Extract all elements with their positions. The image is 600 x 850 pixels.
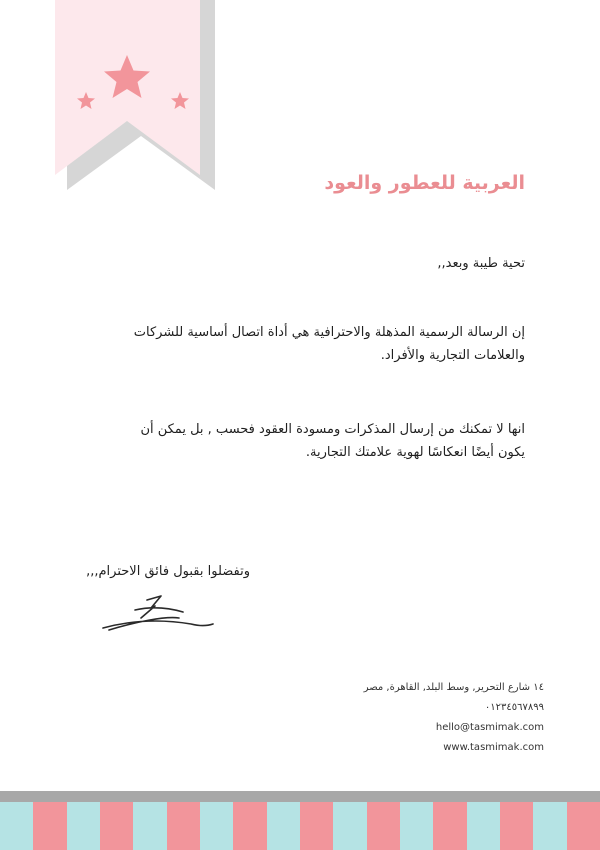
- stripe: [367, 802, 400, 850]
- contact-block: [244, 678, 544, 758]
- stripe: [567, 802, 600, 850]
- paragraph-2-line-1: انها لا تمكنك من إرسال المذكرات ومسودة العقود فحسب , بل يمكن أن: [140, 422, 525, 437]
- stripe: [33, 802, 66, 850]
- stripe: [0, 802, 33, 850]
- stripe: [167, 802, 200, 850]
- signature: [95, 588, 215, 636]
- stripe: [100, 802, 133, 850]
- stripe: [300, 802, 333, 850]
- stripe: [200, 802, 233, 850]
- footer-stripes: [0, 802, 600, 850]
- stripe: [267, 802, 300, 850]
- stripe: [533, 802, 566, 850]
- contact-website[interactable]: www.tasmimak.com: [443, 742, 544, 753]
- paragraph-2-line-2: يكون أيضًا انعكاسًا لهوية علامتك التجارية.: [305, 445, 525, 460]
- stripe: [500, 802, 533, 850]
- letter-greeting: تحية طيبة وبعد,,: [437, 256, 525, 271]
- stripe: [233, 802, 266, 850]
- stripe: [67, 802, 100, 850]
- stripe: [400, 802, 433, 850]
- stripe: [133, 802, 166, 850]
- stripe: [433, 802, 466, 850]
- footer-gray-bar: [0, 791, 600, 802]
- letter-paragraph-1: [65, 321, 525, 367]
- stripe: [467, 802, 500, 850]
- contact-phone: ٠١٢٣٤٥٦٧٨٩٩: [484, 702, 544, 713]
- paragraph-1-line-1: إن الرسالة الرسمية المذهلة والاحترافية هي أداة اتصال أساسية للشركات: [133, 325, 525, 340]
- ribbon-banner: [55, 0, 215, 190]
- letter-closing: وتفضلوا بقبول فائق الاحترام,,,: [86, 564, 250, 579]
- letter-paragraph-2: [65, 418, 525, 464]
- contact-address: ١٤ شارع التحرير, وسط البلد, القاهرة, مصر: [363, 682, 544, 693]
- stripe: [333, 802, 366, 850]
- paragraph-1-line-2: والعلامات التجارية والأفراد.: [380, 348, 525, 363]
- brand-name: العربية للعطور والعود: [324, 172, 525, 194]
- contact-email[interactable]: hello@tasmimak.com: [435, 722, 544, 733]
